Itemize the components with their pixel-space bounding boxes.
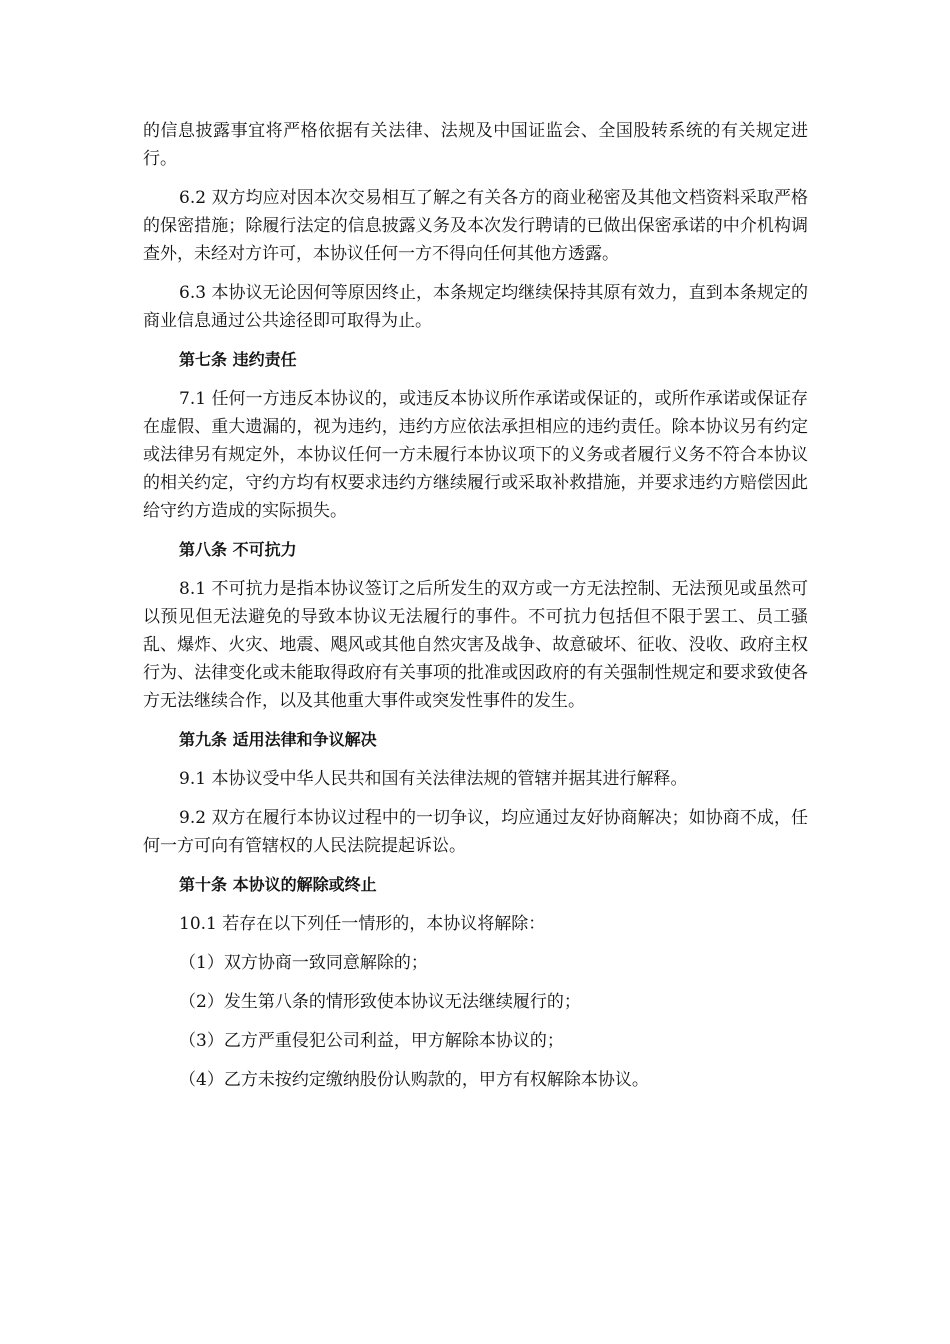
clause-8-1: 8.1 不可抗力是指本协议签订之后所发生的双方或一方无法控制、无法预见或虽然可以预见但无法避免的导致本协议无法履行的事件。不可抗力包括但不限于罢工、员工骚乱、爆炸、火灾、地震、飓风或其他自然灾害及战争、故意破坏、征收、没收、政府主权行为、法律变化或未能取得政府有关事项的批准或因政府的有关强制性规定和要求致使各方无法继续合作，以及其他重大事件或突发性事件的发生。: [143, 579, 808, 711]
paragraph-continuation: 的信息披露事宜将严格依据有关法律、法规及中国证监会、全国股转系统的有关规定进行。: [143, 121, 808, 169]
clause-10-1: 10.1 若存在以下列任一情形的，本协议将解除：: [179, 914, 546, 934]
list-item: （2）发生第八条的情形致使本协议无法继续履行的；: [179, 992, 581, 1012]
article-9-heading: 第九条 适用法律和争议解决: [179, 730, 377, 749]
article-8-heading: 第八条 不可抗力: [179, 540, 297, 559]
clause-6-3: 6.3 本协议无论因何等原因终止，本条规定均继续保持其原有效力，直到本条规定的商业信息通过公共途径即可取得为止。: [143, 283, 808, 331]
clause-9-2: 9.2 双方在履行本协议过程中的一切争议，均应通过友好协商解决；如协商不成，任何一方可向有管辖权的人民法院提起诉讼。: [143, 808, 808, 856]
document-page: [143, 117, 808, 1105]
list-item: （3）乙方严重侵犯公司利益，甲方解除本协议的；: [179, 1031, 564, 1051]
article-7-heading: 第七条 违约责任: [179, 350, 297, 369]
article-10-heading: 第十条 本协议的解除或终止: [179, 875, 377, 894]
clause-7-1: 7.1 任何一方违反本协议的，或违反本协议所作承诺或保证的，或所作承诺或保证存在虚假、重大遗漏的，视为违约，违约方应依法承担相应的违约责任。除本协议另有约定或法律另有规定外，本协议任何一方未履行本协议项下的义务或者履行义务不符合本协议的相关约定，守约方均有权要求违约方继续履行或采取补救措施，并要求违约方赔偿因此给守约方造成的实际损失。: [143, 389, 808, 521]
clause-9-1: 9.1 本协议受中华人民共和国有关法律法规的管辖并据其进行解释。: [179, 769, 688, 789]
list-item: （1）双方协商一致同意解除的；: [179, 953, 428, 973]
clause-6-2: 6.2 双方均应对因本次交易相互了解之有关各方的商业秘密及其他文档资料采取严格的保密措施；除履行法定的信息披露义务及本次发行聘请的已做出保密承诺的中介机构调查外，未经对方许可，本协议任何一方不得向任何其他方透露。: [143, 188, 808, 264]
list-item: （4）乙方未按约定缴纳股份认购款的，甲方有权解除本协议。: [179, 1070, 649, 1090]
